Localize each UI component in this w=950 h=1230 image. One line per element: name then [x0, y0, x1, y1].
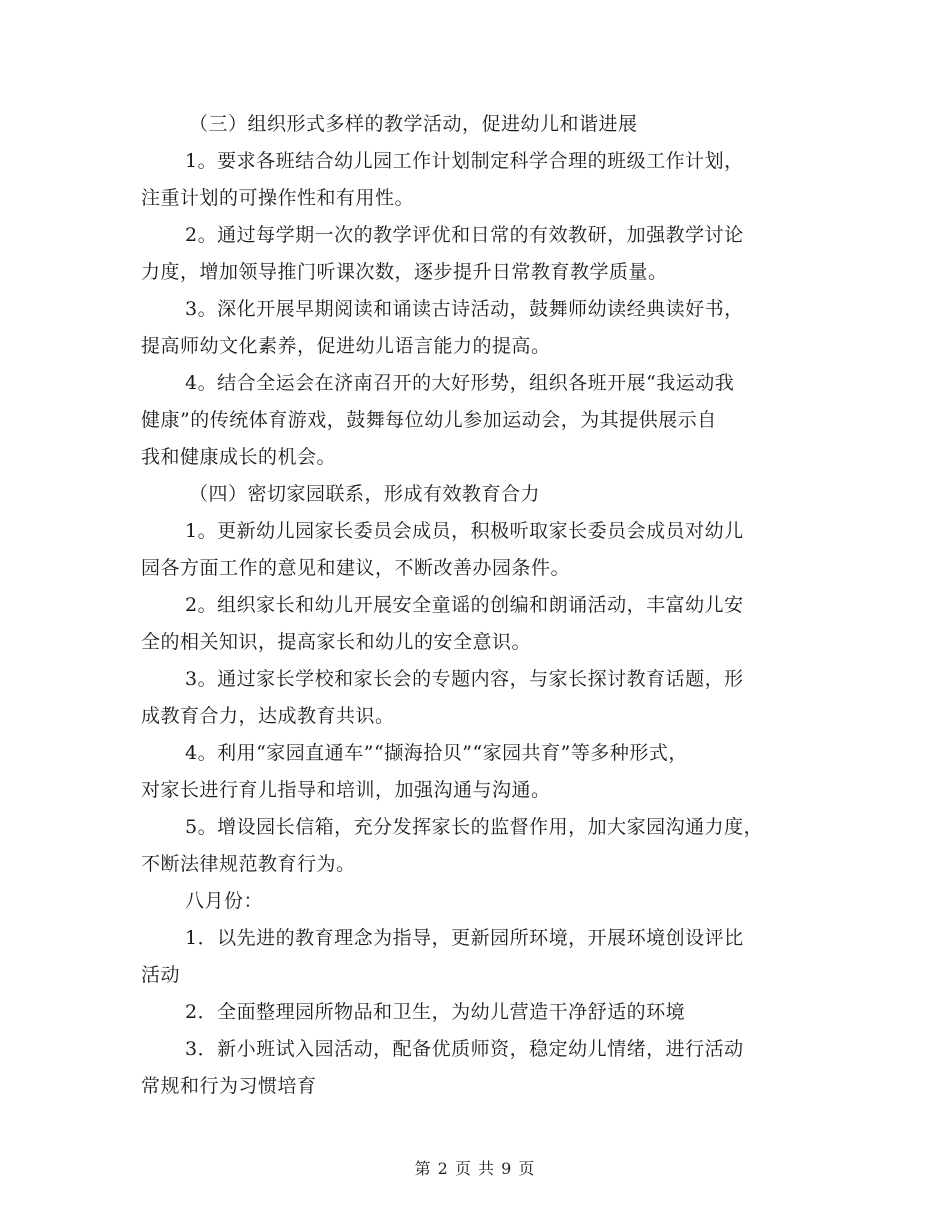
- paragraph-line: 2。通过每学期一次的教学评优和日常的有效教研，加强教学讨论: [185, 224, 744, 246]
- paragraph-line: 4。结合全运会在济南召开的大好形势，组织各班开展“我运动我: [185, 372, 735, 394]
- paragraph-line: 对家长进行育儿指导和培训，加强沟通与沟通。: [141, 779, 551, 801]
- paragraph-line: 注重计划的可操作性和有用性。: [141, 187, 415, 209]
- paragraph-line: 2。组织家长和幼儿开展安全童谣的创编和朗诵活动，丰富幼儿安: [185, 594, 744, 616]
- paragraph-line: 3。深化开展早期阅读和诵读古诗活动，鼓舞师幼读经典读好书，: [185, 298, 744, 320]
- paragraph-line: 4。利用“家园直通车”“撷海拾贝”“家园共育”等多种形式，: [185, 742, 688, 764]
- page-number-footer: 第 2 页 共 9 页: [414, 1159, 536, 1178]
- paragraph-line: 1。要求各班结合幼儿园工作计划制定科学合理的班级工作计划，: [185, 150, 744, 172]
- paragraph-line: 全的相关知识，提高家长和幼儿的安全意识。: [141, 631, 532, 653]
- paragraph-line: 1。更新幼儿园家长委员会成员，积极听取家长委员会成员对幼儿: [185, 520, 744, 542]
- paragraph-line: 我和健康成长的机会。: [141, 446, 337, 468]
- section-heading-4: （四）密切家园联系，形成有效教育合力: [189, 483, 541, 505]
- paragraph-line: 常规和行为习惯培育: [141, 1075, 317, 1097]
- paragraph-line: 健康”的传统体育游戏，鼓舞每位幼儿参加运动会，为其提供展示自: [141, 409, 717, 431]
- section-heading-3: （三）组织形式多样的教学活动，促进幼儿和谐进展: [189, 113, 638, 135]
- paragraph-line: 5。增设园长信箱，充分发挥家长的监督作用，加大家园沟通力度，: [185, 816, 764, 838]
- paragraph-line: 3．新小班试入园活动，配备优质师资，稳定幼儿情绪，进行活动: [185, 1038, 744, 1060]
- paragraph-line: 提高师幼文化素养，促进幼儿语言能力的提高。: [141, 335, 551, 357]
- paragraph-line: 不断法律规范教育行为。: [141, 853, 356, 875]
- document-body: [141, 106, 831, 1105]
- paragraph-line: 力度，增加领导推门听课次数，逐步提升日常教育教学质量。: [141, 261, 668, 283]
- paragraph-line: 园各方面工作的意见和建议，不断改善办园条件。: [141, 557, 571, 579]
- paragraph-line: 1．以先进的教育理念为指导，更新园所环境，开展环境创设评比: [185, 927, 744, 949]
- paragraph-line: 成教育合力，达成教育共识。: [141, 705, 395, 727]
- paragraph-line: 3。通过家长学校和家长会的专题内容，与家长探讨教育话题，形: [185, 668, 744, 690]
- paragraph-line: 活动: [141, 964, 181, 986]
- paragraph-line: 2．全面整理园所物品和卫生，为幼儿营造干净舒适的环境: [185, 1001, 686, 1023]
- month-heading: 八月份：: [185, 890, 264, 912]
